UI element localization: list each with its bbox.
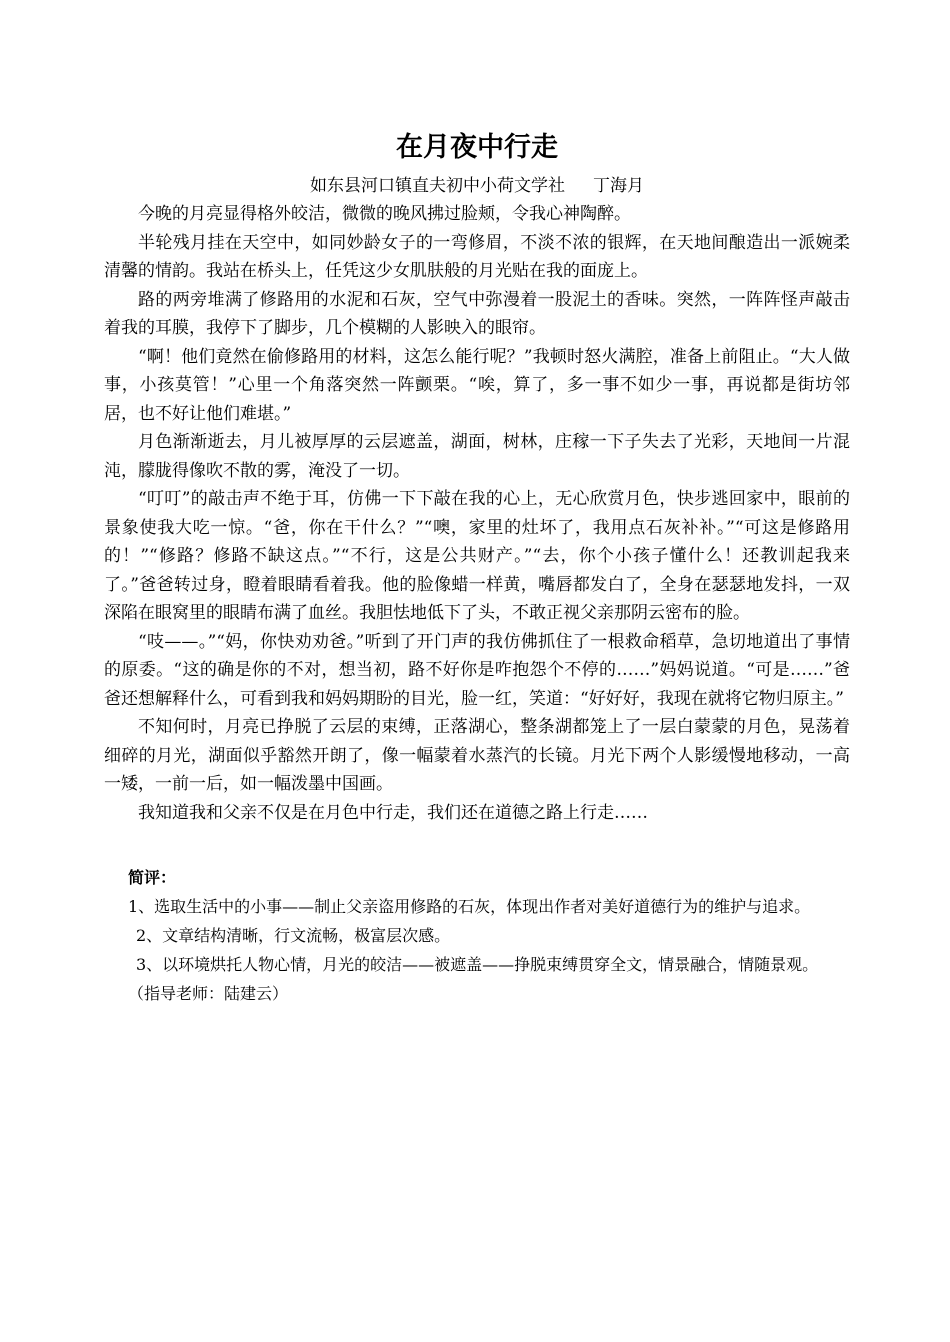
body-paragraph: 月色渐渐逝去，月儿被厚厚的云层遮盖，湖面，树林，庄稼一下子失去了光彩，天地间一片混沌，朦胧得像吹不散的雾，淹没了一切。 [104, 432, 850, 481]
body-paragraph: 我知道我和父亲不仅是在月色中行走，我们还在道德之路上行走…… [138, 802, 648, 823]
document-page [104, 128, 850, 1008]
body-paragraph: “吱——。”“妈，你快劝劝爸。”听到了开门声的我仿佛抓住了一根救命稻草，急切地道出了事情的原委。“这的确是你的不对，想当初，路不好你是咋抱怨个不停的……”妈妈说道。“可是……”爸爸还想解释什么，可看到我和妈妈期盼的目光，脸一红，笑道：“好好好，我现在就将它物归原主。” [104, 631, 850, 709]
comment-heading: 简评： [128, 868, 177, 887]
body-paragraph: 不知何时，月亮已挣脱了云层的束缚，正落湖心，整条湖都笼上了一层白蒙蒙的月色，晃荡着细碎的月光，湖面似乎豁然开朗了，像一幅蒙着水蒸汽的长镜。月光下两个人影缓慢地移动，一高一矮，一前一后，如一幅泼墨中国画。 [104, 717, 850, 794]
comment-section [104, 863, 850, 1008]
author-affiliation: 如东县河口镇直夫初中小荷文学社 [310, 176, 565, 196]
author-line [104, 172, 850, 200]
article-body [104, 200, 850, 827]
comment-item: 1、选取生活中的小事——制止父亲盗用修路的石灰，体现出作者对美好道德行为的维护与追求。 [128, 897, 811, 916]
article-title: 在月夜中行走 [396, 132, 558, 163]
body-paragraph: 路的两旁堆满了修路用的水泥和石灰，空气中弥漫着一股泥土的香味。突然，一阵阵怪声敲击着我的耳膜，我停下了脚步，几个模糊的人影映入的眼帘。 [104, 289, 850, 338]
body-paragraph: 今晚的月亮显得格外皎洁，微微的晚风拂过脸颊，令我心神陶醉。 [138, 204, 631, 224]
teacher-credit: （指导老师：陆建云） [128, 984, 289, 1003]
body-paragraph: “啊！他们竟然在偷修路用的材料，这怎么能行呢？”我顿时怒火满腔，准备上前阻止。“大人做事，小孩莫管！”心里一个角落突然一阵颤栗。“唉，算了，多一事不如少一事，再说都是街坊邻居，也不好让他们难堪。” [104, 346, 850, 424]
body-paragraph: 半轮残月挂在天空中，如同妙龄女子的一弯修眉，不淡不浓的银辉，在天地间酿造出一派婉柔清馨的情韵。我站在桥头上，任凭这少女肌肤般的月光贴在我的面庞上。 [104, 232, 850, 281]
author-name: 丁海月 [593, 176, 644, 196]
comment-item: 2、文章结构清晰，行文流畅，极富层次感。 [136, 926, 451, 945]
body-paragraph: “叮叮”的敲击声不绝于耳，仿佛一下下敲在我的心上，无心欣赏月色，快步逃回家中，眼前的景象使我大吃一惊。“爸，你在干什么？”“噢，家里的灶坏了，我用点石灰补补。”“可这是修路用的！”“修路？修路不缺这点。”“不行，这是公共财产。”“去，你个小孩子懂什么！还教训起我来了。”爸爸转过身，瞪着眼睛看着我。他的脸像蜡一样黄，嘴唇都发白了，全身在瑟瑟地发抖，一双深陷在眼窝里的眼睛布满了血丝。我胆怯地低下了头，不敢正视父亲那阴云密布的脸。 [104, 489, 850, 623]
comment-item: 3、以环境烘托人物心情，月光的皎洁——被遮盖——挣脱束缚贯穿全文，情景融合，情随景观。 [136, 955, 819, 974]
